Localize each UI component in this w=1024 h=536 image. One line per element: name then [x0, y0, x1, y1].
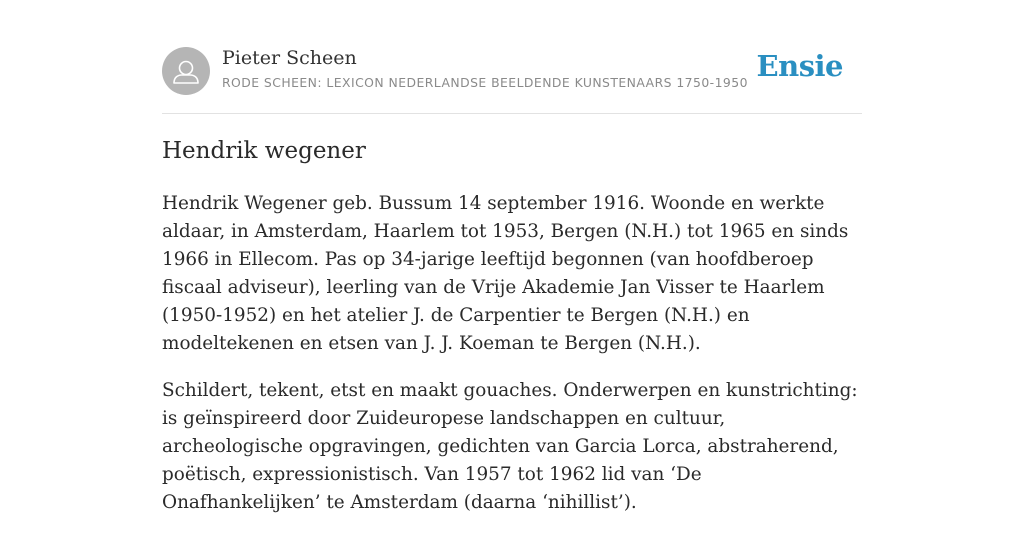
article-paragraph: Schildert, tekent, etst en maakt gouaches. Onderwerpen en kunstrichting: is geïnspireerd door Zuideuropese landschappen en cultuur, archeologische opgravingen, gedichten van Garcia Lorca, abstraherend, poëtisch, expressionistisch. Van 1957 tot 1962 lid van ‘De Onafhankelijken’ te Amsterdam (daarna ‘nihillist’).	[162, 380, 858, 513]
page-title: Hendrik wegener	[162, 138, 366, 164]
ensie-logo[interactable]: Ensie	[756, 49, 843, 83]
article-paragraph: Hendrik Wegener geb. Bussum 14 september 1916. Woonde en werkte aldaar, in Amsterdam, Haarlem tot 1953, Bergen (N.H.) tot 1965 en sinds 1966 in Ellecom. Pas op 34-jarige leeftijd begonnen (van hoofdberoep fiscaal adviseur), leerling van de Vrije Akademie Jan Visser te Haarlem (1950-1952) en het atelier J. de Carpentier te Bergen (N.H.) en modeltekenen en etsen van J. J. Koeman te Bergen (N.H.).	[162, 193, 849, 354]
author-name[interactable]: Pieter Scheen	[222, 47, 357, 69]
user-avatar-icon[interactable]	[162, 47, 210, 95]
header-divider	[162, 113, 862, 114]
source-title[interactable]: RODE SCHEEN: LEXICON NEDERLANDSE BEELDENDE KUNSTENAARS 1750-1950	[222, 75, 748, 90]
article-body	[162, 190, 864, 536]
article-header	[162, 46, 862, 96]
